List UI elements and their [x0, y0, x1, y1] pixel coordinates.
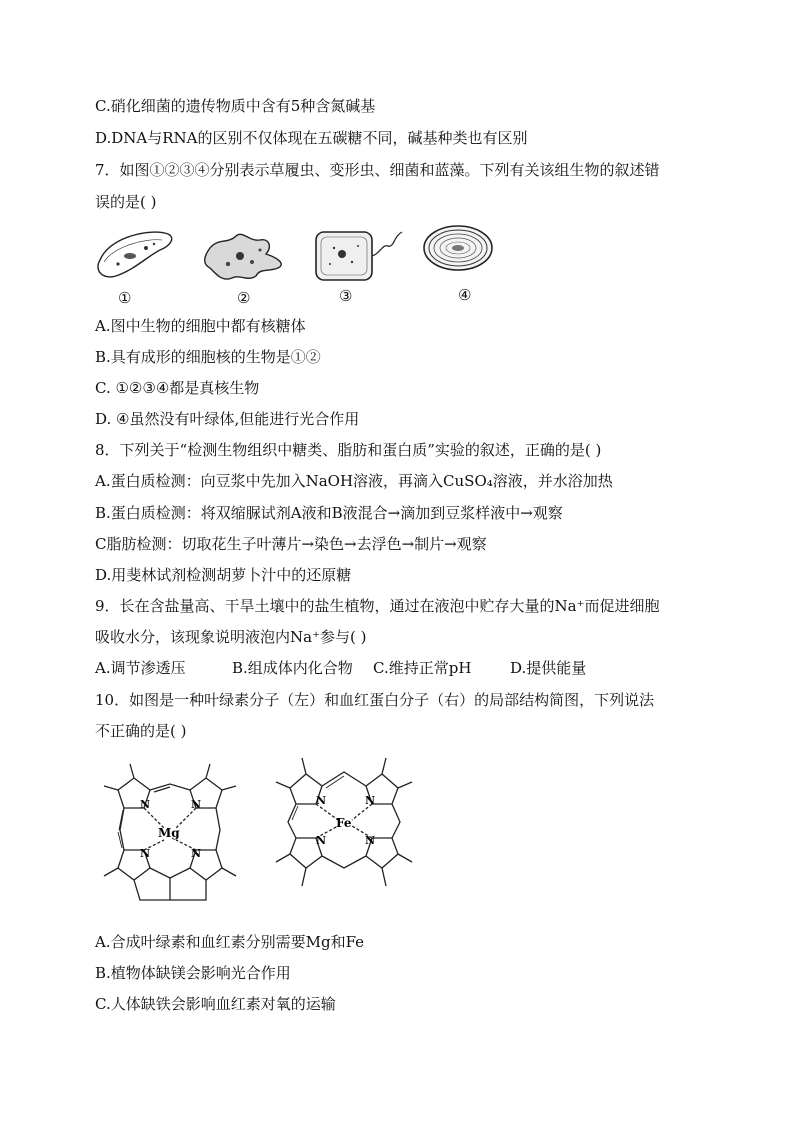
n-label: N: [140, 798, 151, 811]
q7-stem: 7．如图①②③④分别表示草履虫、变形虫、细菌和蓝藻。下列有关该组生物的叙述错: [95, 161, 660, 179]
n-label: N: [316, 834, 327, 847]
n-label: N: [140, 847, 151, 860]
q8-option-b: B.蛋白质检测：将双缩脲试剂A液和B液混合→滴加到豆浆样液中→观察: [95, 504, 563, 522]
q10-stem: 10．如图是一种叶绿素分子（左）和血红蛋白分子（右）的局部结构简图，下列说法: [95, 691, 655, 709]
bacterium-drawing: [316, 232, 402, 280]
cyanobacterium-drawing: [424, 226, 492, 270]
n-label: N: [191, 798, 202, 811]
q9-stem-cont: 吸收水分，该现象说明液泡内Na⁺参与( ): [95, 628, 367, 646]
amoeba-drawing: [205, 234, 281, 279]
figure7-label-2: ②: [237, 289, 251, 307]
q9-option-c: C.维持正常pH: [373, 659, 472, 677]
mg-atom-label: Mg: [158, 826, 180, 840]
n-label: N: [316, 794, 327, 807]
q7-option-c: C. ①②③④都是真核生物: [95, 379, 260, 397]
q9-stem: 9．长在含盐量高、干旱土壤中的盐生植物，通过在液泡中贮存大量的Na⁺而促进细胞: [95, 597, 660, 615]
q7-option-a: A.图中生物的细胞中都有核糖体: [95, 317, 306, 335]
figure7-label-4: ④: [458, 286, 472, 304]
q6-option-c: C.硝化细菌的遗传物质中含有5种含氮碱基: [95, 97, 376, 115]
q9-option-b: B.组成体内化合物: [232, 659, 353, 677]
paramecium-drawing: [98, 232, 172, 277]
q7-option-b: B.具有成形的细胞核的生物是①②: [95, 348, 321, 366]
q6-option-d: D.DNA与RNA的区别不仅体现在五碳糖不同，碱基种类也有区别: [95, 129, 528, 147]
q8-option-a: A.蛋白质检测：向豆浆中先加入NaOH溶液，再滴入CuSO₄溶液，并水浴加热: [95, 472, 613, 490]
q8-stem: 8．下列关于“检测生物组织中糖类、脂肪和蛋白质”实验的叙述，正确的是( ): [95, 441, 602, 459]
q7-stem-cont: 误的是( ): [95, 193, 157, 211]
q10-option-c: C.人体缺铁会影响血红素对氧的运输: [95, 995, 336, 1013]
chlorophyll-structure: [100, 760, 240, 916]
figure7-label-3: ③: [339, 287, 353, 305]
q9-option-a: A.调节渗透压: [95, 659, 186, 677]
figure7-label-1: ①: [118, 289, 132, 307]
q10-stem-cont: 不正确的是( ): [95, 722, 187, 740]
q7-option-d: D. ④虽然没有叶绿体,但能进行光合作用: [95, 410, 360, 428]
heme-structure: [270, 752, 420, 900]
n-label: N: [365, 834, 376, 847]
q8-option-d: D.用斐林试剂检测胡萝卜汁中的还原糖: [95, 566, 352, 584]
n-label: N: [365, 794, 376, 807]
n-label: N: [191, 847, 202, 860]
q10-option-b: B.植物体缺镁会影响光合作用: [95, 964, 291, 982]
figure7-organisms: [90, 218, 510, 308]
q10-option-a: A.合成叶绿素和血红素分别需要Mg和Fe: [95, 933, 365, 951]
q9-option-d: D.提供能量: [510, 659, 587, 677]
fe-atom-label: Fe: [336, 816, 352, 830]
q8-option-c: C脂肪检测：切取花生子叶薄片→染色→去浮色→制片→观察: [95, 535, 487, 553]
